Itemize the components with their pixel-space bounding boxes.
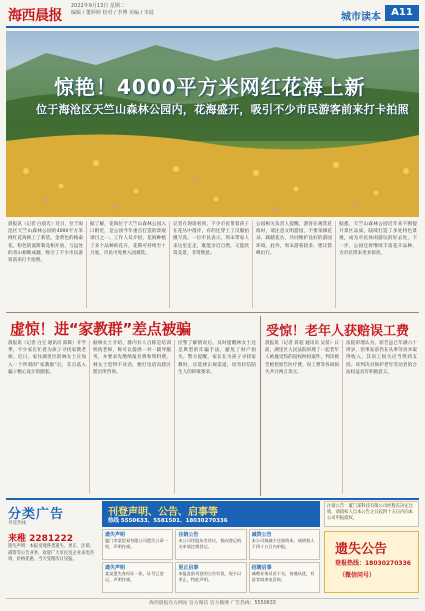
notice-cell-text: 本公司拟减少注册资本，请债权人于四十五日内申报。 xyxy=(251,538,315,549)
notice-cell-text: 本公司经股东会决议，拟向登记机关申请注销登记。 xyxy=(178,538,242,549)
classified-ads-left xyxy=(6,501,98,593)
lost-notice-note: （微信同号） xyxy=(339,572,376,579)
lost-notice-ad xyxy=(324,531,419,593)
notice-cell xyxy=(175,529,246,560)
lost-notice-phone: 登报热线：18030270336 xyxy=(335,560,411,567)
notice-grid xyxy=(102,529,320,593)
article2-column-1: 晨报讯（记者 蒋超 通讯员 吴蓓）日前，湖里区人民法院审理了一起老年人被撞受伤的侵权纠纷案件，判决被告赔偿原告医疗费、误工费等各项损失共计两万余元。 xyxy=(265,341,339,375)
masthead xyxy=(0,0,425,28)
notice-cell-text: 厦门市某贸易有限公司遗失公章一枚，声明作废。 xyxy=(105,538,168,549)
hero-headline: 惊艳！4000平方米网红花海上新 xyxy=(54,75,366,99)
notice-cell-head: 招聘启事 xyxy=(251,565,272,571)
classified-text: 遗失声明：本报受理各类遗失、更正、注销、减资等公告业务，欢迎广大市民及企业来电咨询，价格优惠，当天受理次日见报。 xyxy=(8,544,94,563)
column-divider xyxy=(86,221,87,308)
notice-cell-text: 本报此前刊登的公告有误，现予以更正，特此声明。 xyxy=(178,571,242,582)
notice-cell-head: 减资公告 xyxy=(251,532,272,538)
classified-ads-right xyxy=(324,501,419,593)
issue-info xyxy=(71,3,154,17)
feature-column-5: 据悉，天竺山森林公园近年来不断提升景区品质，陆续打造了多处特色景观，成为市民休闲游玩的好去处。下一步，公园还将继续丰富花卉品种，为市民带来更多惊喜。 xyxy=(339,222,417,256)
page-number-badge: A11 xyxy=(385,5,419,21)
column-divider xyxy=(174,340,175,494)
classified-subtitle: 刊登热线 xyxy=(8,521,26,526)
page-footer: 海西晨报官方网站 官方微信 官方微博 广告热线：5550633 xyxy=(6,598,419,608)
notice-banner-phones: 热线 5550633、5581501、18030270336 xyxy=(108,518,228,524)
notice-cell-head: 遗失声明 xyxy=(105,565,126,571)
column-divider xyxy=(252,221,253,308)
article1-column-1: 晨报讯（记者 白宝 通讯员 陈辉）开学季，不少家长忙着为孩子寻找家教老师。近日，家住湖里区的林女士在加入一个所谓的“家教群”后，差点落入骗子精心设计的圈套。 xyxy=(8,341,86,375)
classified-title: 分类广告 xyxy=(8,507,65,522)
feature-column-3: 记者在现场看到，不少市民带着孩子在花丛中漫步，有的还穿上了汉服拍摄写真。一位市民表示，周末带家人来这里走走，既能亲近自然，又能欣赏美景，非常惬意。 xyxy=(173,222,249,256)
lost-notice-title: 遗失公告 xyxy=(335,542,388,557)
hero-photo xyxy=(6,31,419,217)
notice-cell-head: 更正启事 xyxy=(178,565,199,571)
article-divider xyxy=(260,316,261,496)
notice-cell xyxy=(175,562,246,593)
notice-banner-title: 刊登声明、公告、启事等 xyxy=(108,507,218,518)
issue-date: 2022年9月13日 星期二 xyxy=(71,3,125,9)
masthead-rule xyxy=(6,26,419,28)
notice-cell xyxy=(102,529,173,560)
notice-banner xyxy=(102,501,320,527)
hero-subheadline: 位于海沧区天竺山森林公园内，花海盛开，吸引不少市民游客前来打卡拍照 xyxy=(36,103,409,116)
notice-cell xyxy=(249,529,320,560)
flower-field-illustration xyxy=(6,31,419,217)
classified-ads xyxy=(6,501,419,593)
column-divider xyxy=(89,340,90,494)
classified-phone: 来稚 2281222 xyxy=(8,534,73,544)
feature-column-4: 公园相关负责人提醒，游客在观赏花海时，请注意文明游园，不要采摘花朵、踩踏花丛，共同维护良好的游园环境。此外，周末游客较多，建议错峰出行。 xyxy=(256,222,332,256)
notice-cell-text: 诚聘业务员若干名，待遇从优，有意者请来电咨询。 xyxy=(251,571,315,582)
feature-column-2: 据了解，花海位于天竺山森林公园入口附近，是公园今年重点打造的景观项目之一。工作人员介绍，花海种植了多个品种的花卉，花期可持续至十月底，市民可免费入园观赏。 xyxy=(90,222,166,256)
feature-column-1: 晨报讯（记者 白晨光）近日，位于海沧区天竺山森林公园的4000平方米网红花海换上了新装。金黄色的格桑花、粉色的波斯菊竞相开放，与远处的青山相映成趣，吸引了不少市民游客前来打卡拍照。 xyxy=(8,222,83,264)
notice-cell xyxy=(102,562,173,593)
notice-cell-head: 遗失声明 xyxy=(105,532,126,538)
column-divider xyxy=(169,221,170,308)
article2-headline: 受惊！老年人获赔误工费 xyxy=(266,324,410,339)
cancellation-notice: 注销公告：厦门某科技有限公司经股东决定注销，请债权人自本公告之日起四十五日内向本公司申报债权。 xyxy=(324,501,419,527)
column-divider xyxy=(335,221,336,308)
column-divider xyxy=(342,340,343,494)
editor-credits: 编辑 / 董婷婷 校对 / 李博 美编 / 李晨 xyxy=(71,10,154,16)
section-name: 城市读本 xyxy=(341,12,381,23)
notice-cell-head: 注销公告 xyxy=(178,532,199,538)
section-rule xyxy=(6,312,419,313)
article1-column-3: 民警了解情况后，及时提醒林女士这是典型的诈骗手法，避免了财产损失。警方提醒，家长在为孩子寻找家教时，应选择正规渠道，切勿轻信陌生人的转账要求。 xyxy=(178,341,256,375)
ad-section-rule xyxy=(6,498,419,500)
article1-headline: 虚惊！进“家教群”差点被骗 xyxy=(10,320,191,338)
article2-column-2: 法院审理认为，原告虽已年满六十周岁，但事发前仍在从事劳动并取得收入，其误工损失应当得到支持。该判决对保护老年劳动者的合法权益具有积极意义。 xyxy=(346,341,417,375)
article1-column-2: 据林女士介绍，群内有人自称是培训机构老师，称可以提供一对一辅导服务，并要求先缴纳报名费和资料费。林女士觉得不对劲，便打电话向辖区派出所咨询。 xyxy=(93,341,171,375)
notice-cell xyxy=(249,562,320,593)
newspaper-logo: 海西晨报 xyxy=(8,8,62,24)
notice-cell-text: 某某遗失身份证一张，证号已登记，声明作废。 xyxy=(105,571,164,582)
